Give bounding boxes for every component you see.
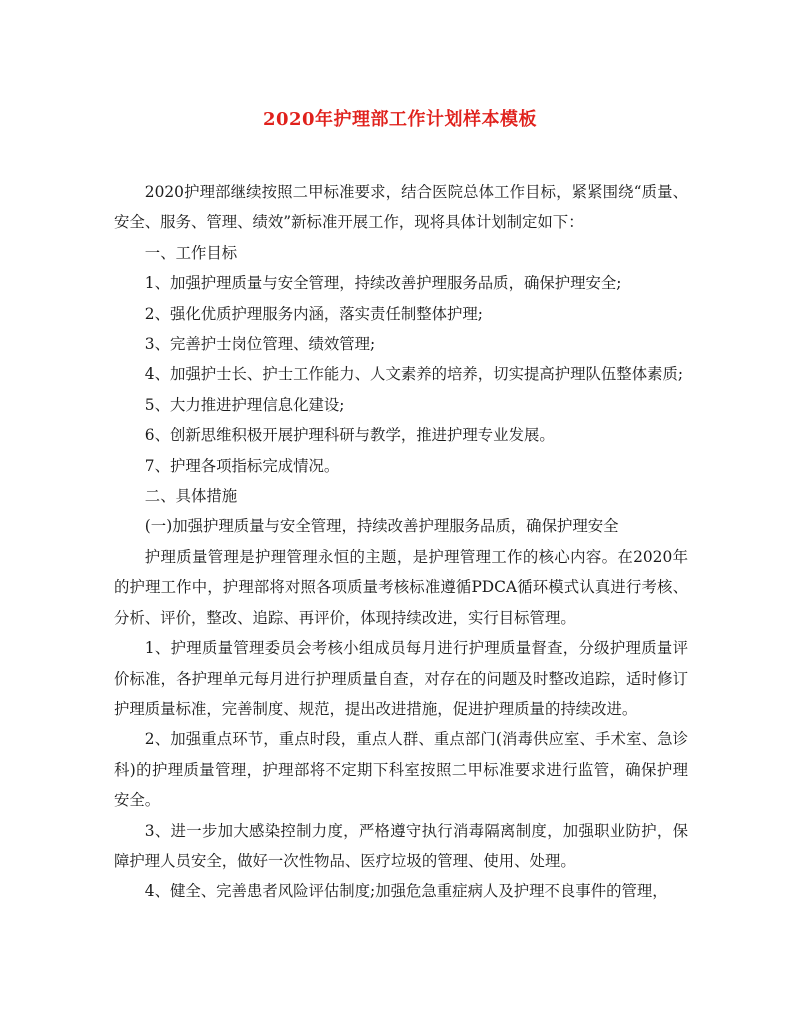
list-item: 4、加强护士长、护士工作能力、人文素养的培养，切实提高护理队伍整体素质; xyxy=(144,365,684,384)
list-item: 2、加强重点环节，重点时段，重点人群、重点部门(消毒供应室、手术室、急诊科)的护理质量管理，护理部将不定期下科室按照二甲标准要求进行监管，确保护理安全。 xyxy=(114,730,688,810)
document-title: 2020年护理部工作计划样本模板 xyxy=(262,109,538,130)
list-item: 1、护理质量管理委员会考核小组成员每月进行护理质量督查，分级护理质量评价标准，各护理单元每月进行护理质量自查，对存在的问题及时整改追踪，适时修订护理质量标准，完善制度、规范，提出改进措施，促进护理质量的持续改进。 xyxy=(114,639,688,718)
list-item: 4、健全、完善患者风险评估制度;加强危急重症病人及护理不良事件的管理， xyxy=(144,882,668,901)
list-item: 6、创新思维积极开展护理科研与教学，推进护理专业发展。 xyxy=(144,426,555,445)
list-item: 3、完善护士岗位管理、绩效管理; xyxy=(144,335,376,354)
list-item: 7、护理各项指标完成情况。 xyxy=(144,456,340,475)
paragraph: 2020护理部继续按照二甲标准要求，结合医院总体工作目标，紧紧围绕“质量、安全、服务、管理、绩效”新标准开展工作，现将具体计划制定如下： xyxy=(114,183,688,232)
list-item: 2、强化优质护理服务内涵，落实责任制整体护理; xyxy=(144,304,483,323)
list-item: 1、加强护理质量与安全管理，持续改善护理服务品质，确保护理安全; xyxy=(144,274,622,293)
section-heading: 二、具体措施 xyxy=(144,487,238,506)
list-item: 3、进一步加大感染控制力度，严格遵守执行消毒隔离制度，加强职业防护，保障护理人员安全，做好一次性物品、医疗垃圾的管理、使用、处理。 xyxy=(114,821,688,870)
paragraph: 护理质量管理是护理管理永恒的主题，是护理管理工作的核心内容。在2020年的护理工作中，护理部将对照各项质量考核标准遵循PDCA循环模式认真进行考核、分析、评价，整改、追踪、再评价，体现持续改进，实行目标管理。 xyxy=(114,547,688,627)
section-heading: 一、工作目标 xyxy=(144,243,238,262)
subsection-heading: (一)加强护理质量与安全管理，持续改善护理服务品质，确保护理安全 xyxy=(144,517,619,536)
document-body xyxy=(114,177,688,907)
list-item: 5、大力推进护理信息化建设; xyxy=(144,395,345,414)
